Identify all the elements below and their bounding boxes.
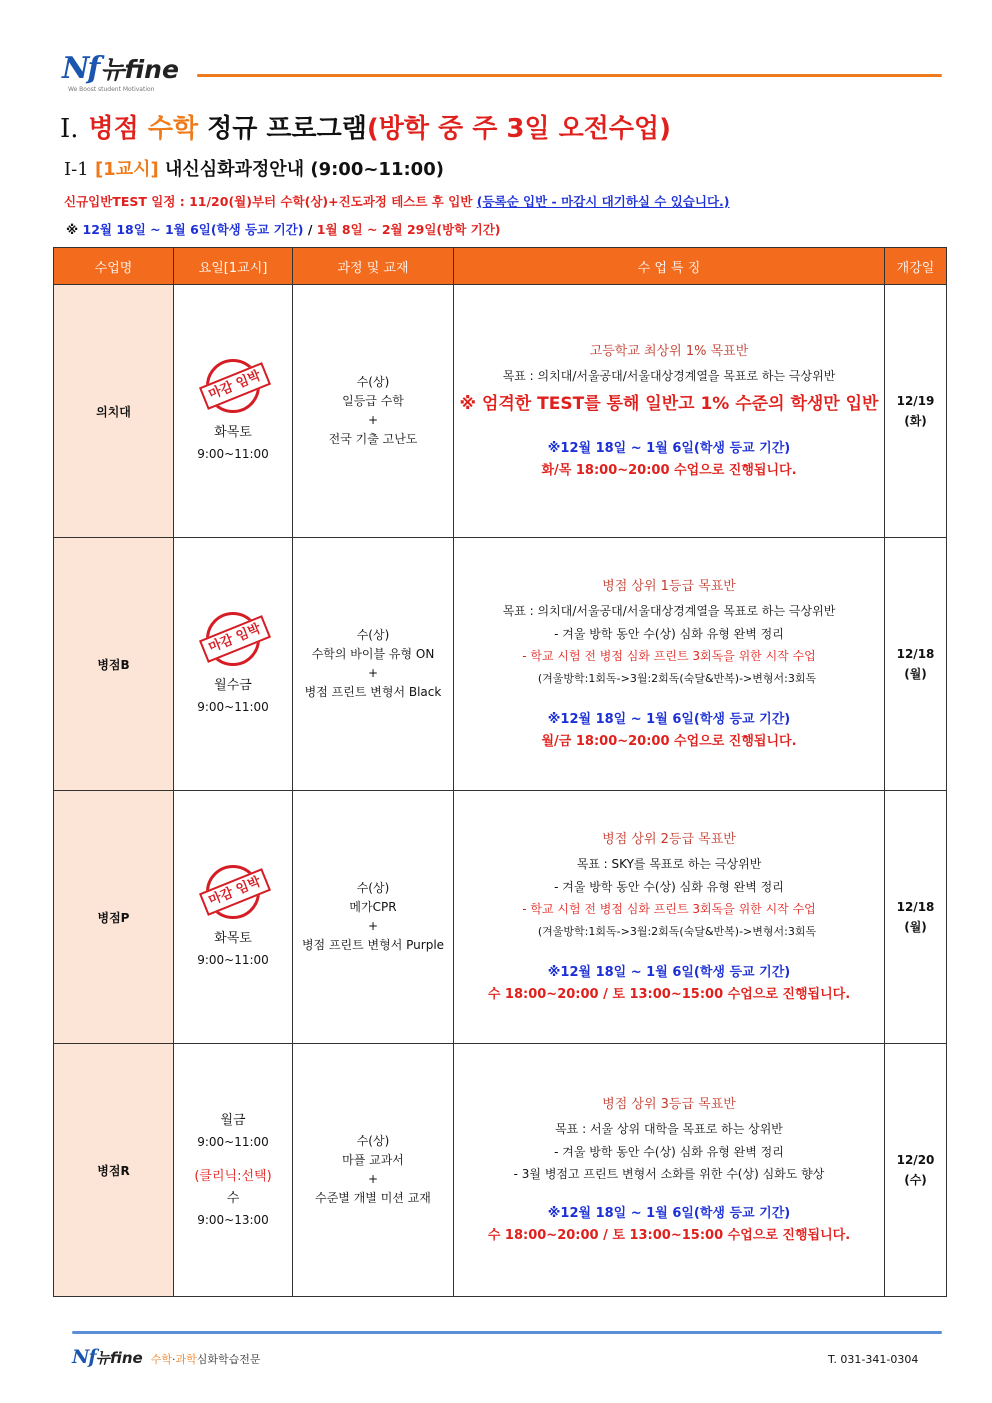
logo-word: 뉴fine <box>100 55 179 84</box>
page-title: Ⅰ. 병점 수학 정규 프로그램(방학 중 주 3일 오전수업) <box>60 114 671 144</box>
class-name: 병점R <box>54 1044 174 1297</box>
clinic-label: (클리닉:선택) <box>194 1169 272 1184</box>
open-date-cell: 12/20 (수) <box>885 1044 947 1297</box>
course-cell: 수(상) 일등급 수학 + 전국 기출 고난도 <box>293 285 454 538</box>
footer-slogan: 수학·과학심화학습전문 <box>150 1353 261 1366</box>
section-title: Ⅰ-1 [1교시] 내신심화과정안내 (9:00~11:00) <box>64 159 444 180</box>
features-cell: 병점 상위 3등급 목표반 목표 : 서울 상위 대학을 목표로 하는 상위반 - 겨울 방학 동안 수(상) 심화 유형 완벽 정리 - 3월 병점고 프린트 변형서 소화를 위한 수(상) 심화도 향상 ※12월 18일 ~ 1월 6일(학생 등교 기간) 수 18:00~20:00 / 토 13:00~15:00 수업으로 진행됩니다. <box>454 1044 885 1297</box>
features-cell: 병점 상위 2등급 목표반 목표 : SKY를 목표로 하는 극상위반 - 겨울 방학 동안 수(상) 심화 유형 완벽 정리 - 학교 시험 전 병점 심화 프린트 3회독을 위한 시작 수업 (겨울방학:1회독->3월:2회독(숙달&반복)->변형서:3회독 ※12월 18일 ~ 1월 6일(학생 등교 기간) 수 18:00~20:00 / 토 13:00~15:00 수업으로 진행됩니다. <box>454 791 885 1044</box>
class-name: 병점P <box>54 791 174 1044</box>
period-notice: ※ 12월 18일 ~ 1월 6일(학생 등교 기간) / 1월 8일 ~ 2월 29일(방학 기간) <box>66 222 501 237</box>
header-logo <box>62 50 179 93</box>
table-row <box>54 1044 947 1297</box>
entrance-test-notice: 신규입반TEST 일정 : 11/20(월)부터 수학(상)+진도과정 테스트 후 입반 (등록순 입반 - 마감시 대기하실 수 있습니다.) <box>64 194 730 209</box>
waitlist-link[interactable]: (등록순 입반 - 마감시 대기하실 수 있습니다.) <box>476 194 730 209</box>
course-cell: 수(상) 메가CPR + 병점 프린트 변형서 Purple <box>293 791 454 1044</box>
header-class: 수업명 <box>54 248 174 285</box>
logo-tagline: We Boost student Motivation <box>68 86 155 93</box>
open-date-cell: 12/19 (화) <box>885 285 947 538</box>
days-cell: 마감 임박 화목토 9:00~11:00 <box>174 791 293 1044</box>
class-name: 병점B <box>54 538 174 791</box>
open-date-cell: 12/18 (월) <box>885 538 947 791</box>
days-cell: 월금 9:00~11:00 (클리닉:선택) 수 9:00~13:00 <box>174 1044 293 1297</box>
header-open-date: 개강일 <box>885 248 947 285</box>
header-days: 요일[1교시] <box>174 248 293 285</box>
features-cell: 병점 상위 1등급 목표반 목표 : 의치대/서울공대/서울대상경계열을 목표로 하는 극상위반 - 겨울 방학 동안 수(상) 심화 유형 완벽 정리 - 학교 시험 전 병점 심화 프린트 3회독을 위한 시작 수업 (겨울방학:1회독->3월:2회독(숙달&반복)->변형서:3회독 ※12월 18일 ~ 1월 6일(학생 등교 기간) 월/금 18:00~20:00 수업으로 진행됩니다. <box>454 538 885 791</box>
class-name: 의치대 <box>54 285 174 538</box>
days-cell: 마감 임박 월수금 9:00~11:00 <box>174 538 293 791</box>
header-divider <box>197 74 942 77</box>
table-row <box>54 285 947 538</box>
table-header-row <box>54 248 947 285</box>
footer-divider <box>72 1331 942 1334</box>
schedule-table <box>53 247 947 1297</box>
days-cell: 마감 임박 화목토 9:00~11:00 <box>174 285 293 538</box>
header-course: 과정 및 교재 <box>293 248 454 285</box>
header-features: 수 업 특 징 <box>454 248 885 285</box>
footer-phone: T. 031-341-0304 <box>828 1353 919 1366</box>
footer-logo: Nf 뉴fine 수학·과학심화학습전문 <box>72 1346 261 1368</box>
closing-soon-stamp: 마감 임박 <box>206 612 260 666</box>
closing-soon-stamp: 마감 임박 <box>206 865 260 919</box>
closing-soon-stamp: 마감 임박 <box>206 359 260 413</box>
open-date-cell: 12/18 (월) <box>885 791 947 1044</box>
logo-mark: Nf <box>62 51 99 86</box>
course-cell: 수(상) 수학의 바이블 유형 ON + 병점 프린트 변형서 Black <box>293 538 454 791</box>
table-row <box>54 791 947 1044</box>
table-row <box>54 538 947 791</box>
features-cell: 고등학교 최상위 1% 목표반 목표 : 의치대/서울공대/서울대상경계열을 목표로 하는 극상위반 ※ 엄격한 TEST를 통해 일반고 1% 수준의 학생만 입반 ※12월 18일 ~ 1월 6일(학생 등교 기간) 화/목 18:00~20:00 수업으로 진행됩니다. <box>454 285 885 538</box>
course-cell: 수(상) 마플 교과서 + 수준별 개별 미션 교재 <box>293 1044 454 1297</box>
